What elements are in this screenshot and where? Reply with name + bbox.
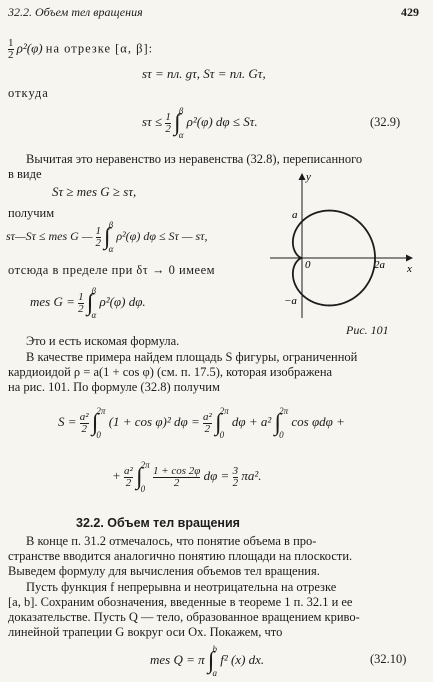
word-otkuda: откуда [8, 86, 49, 100]
equation-area-1: S = $\frac{\text{a²}}{2}$ ∫ 2π 0 (1 + cos φ)² dφ = $\frac{\text{a²}}{2}$ ∫ 2π 0 dφ + a² ∫ 2π 0 cos φdφ + [58, 406, 345, 440]
para-example-3: на рис. 101. По формуле (32.8) получим [8, 380, 220, 394]
section-para-2-line-3: доказательстве. Пусть Q — тело, образованное вращением криво- [8, 610, 360, 624]
section-para-1-line-2: странстве вводится аналогично понятию площади на плоскости. [8, 549, 353, 563]
label-a-top: a [292, 209, 298, 221]
line-half-rho [8, 38, 153, 61]
equation-label-32-10: (32.10) [370, 652, 407, 666]
section-para-1-line-1: В конце п. 31.2 отмечалось, что понятие объема в про- [26, 534, 317, 548]
equation-label-32-9: (32.9) [370, 115, 401, 129]
label-y: y [306, 171, 311, 183]
equation-area-2: + $\frac{\text{a²}}{2}$ ∫ 2π 0 $\frac{1 + \cos 2\varphi}{2}$ dφ = $\frac{3}{2}$ πa². [112, 460, 262, 494]
para-vychitaya-2: в виде [8, 167, 42, 181]
figure-caption: Рис. 101 [346, 323, 389, 337]
word-poluchim: получим [8, 206, 55, 220]
para-example-1: В качестве примера найдем площадь S фигуры, ограниченной [26, 350, 358, 364]
rho-squared: ρ²(φ) [16, 40, 43, 56]
cardioid-figure [262, 168, 422, 338]
equation-32-9: sτ ≤ $\frac{1}{2}$ ∫ β α ρ²(φ) dφ ≤ Sτ. [142, 106, 258, 140]
para-vychitaya-1: Вычитая это неравенство из неравенства (32.8), переписанного [26, 152, 363, 166]
equation-mes-g: mes G = $\frac{1}{2}$ ∫ β α ρ²(φ) dφ. [30, 286, 146, 320]
equation-diff: sτ—Sτ ≤ mes G — $\frac{1}{2}$ ∫ β α ρ²(φ) dφ ≤ Sτ — sτ, [6, 220, 208, 254]
segment-text: на отрезке [α, β]: [45, 41, 154, 56]
running-title: 32.2. Объем тел вращения [8, 5, 143, 19]
section-para-1-line-3: Выведем формулу для вычисления объемов тел вращения. [8, 564, 320, 578]
equation-inequality: Sτ ≥ mes G ≥ sτ, [52, 184, 137, 199]
label-origin: 0 [305, 259, 311, 271]
label-x: x [407, 263, 412, 275]
page-number: 429 [401, 5, 419, 19]
section-para-2-line-4: линейной трапеции G вокруг оси Ox. Покажем, что [8, 625, 283, 639]
para-example-2: кардиоидой ρ = a(1 + cos φ) (см. п. 17.5), которая изображена [8, 365, 333, 379]
label-a-bottom: −a [284, 295, 297, 307]
para-iskomaya: Это и есть искомая формула. [26, 334, 180, 348]
section-para-2-line-1: Пусть функция f непрерывна и неотрицательна на отрезке [26, 580, 337, 594]
label-2a: 2a [374, 259, 385, 271]
section-para-2-line-2: [a, b]. Сохраним обозначения, введенные в теореме 1 п. 32.1 и ее [8, 595, 353, 609]
fraction-half: $\frac{1}{2}$ [8, 37, 14, 61]
equation-32-10: mes Q = π ∫ b a f² (x) dx. [150, 644, 265, 678]
section-title: 32.2. Объем тел вращения [76, 516, 240, 530]
equation-s-def: sτ = пл. gτ, Sτ = пл. Gτ, [142, 66, 266, 81]
limit-line: отсюда в пределе при δτ → 0 имеем [8, 263, 216, 277]
